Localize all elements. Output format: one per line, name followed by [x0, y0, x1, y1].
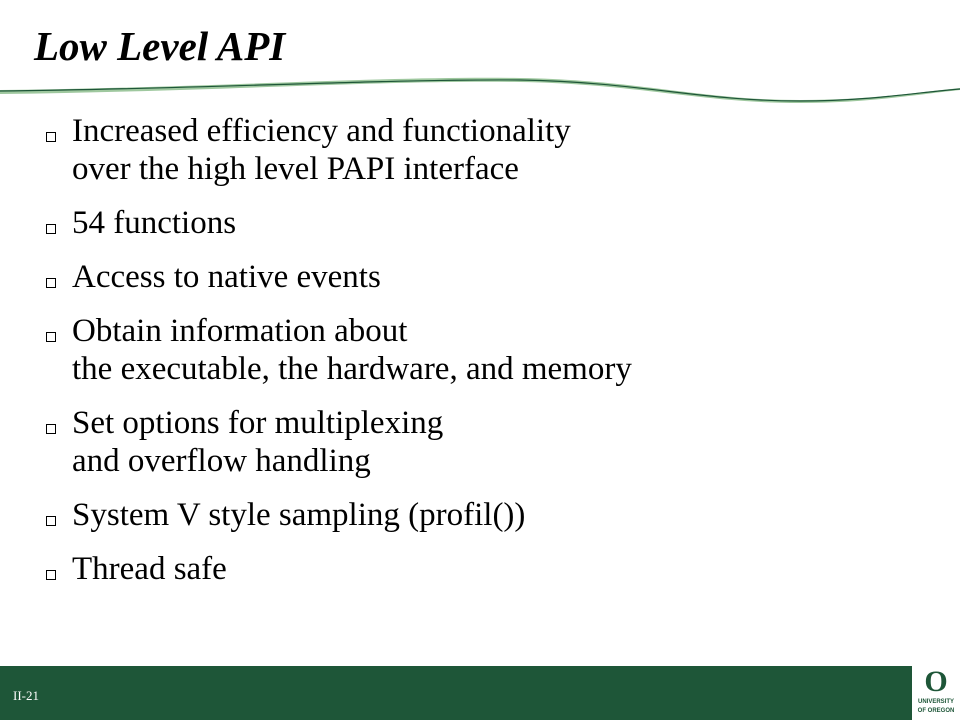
checkbox-bullet-icon [46, 516, 56, 526]
bullet-line: System V style sampling (profil()) [72, 497, 526, 533]
list-item [46, 112, 926, 188]
bullet-list [46, 112, 926, 604]
bullet-line: Obtain information about [72, 313, 408, 349]
checkbox-bullet-icon [46, 132, 56, 142]
checkbox-bullet-icon [46, 278, 56, 288]
bullet-line: and overflow handling [72, 443, 371, 479]
checkbox-bullet-icon [46, 424, 56, 434]
bullet-line: over the high level PAPI interface [72, 151, 519, 187]
checkbox-bullet-icon [46, 570, 56, 580]
slide-title: Low Level API [34, 23, 286, 69]
bullet-line: Set options for multiplexing [72, 405, 444, 441]
logo-letter: O [924, 665, 948, 698]
checkbox-bullet-icon [46, 332, 56, 342]
bullet-line: 54 functions [72, 205, 237, 241]
university-of-oregon-logo [912, 666, 960, 720]
list-item [46, 204, 926, 242]
list-item [46, 550, 926, 588]
checkbox-bullet-icon [46, 224, 56, 234]
logo-text-line1: UNIVERSITY [917, 699, 954, 705]
title-swoosh-decoration [0, 70, 960, 110]
footer-bar [0, 666, 960, 720]
list-item [46, 258, 926, 296]
bullet-line: Increased efficiency and functionality [72, 113, 571, 149]
bullet-line: Thread safe [72, 551, 227, 587]
list-item [46, 496, 926, 534]
bullet-line: Access to native events [72, 259, 381, 295]
bullet-line: the executable, the hardware, and memory [72, 351, 632, 387]
page-number: II-21 [13, 688, 39, 703]
list-item [46, 404, 926, 480]
list-item [46, 312, 926, 388]
logo-text-line2: OF OREGON [917, 708, 955, 714]
